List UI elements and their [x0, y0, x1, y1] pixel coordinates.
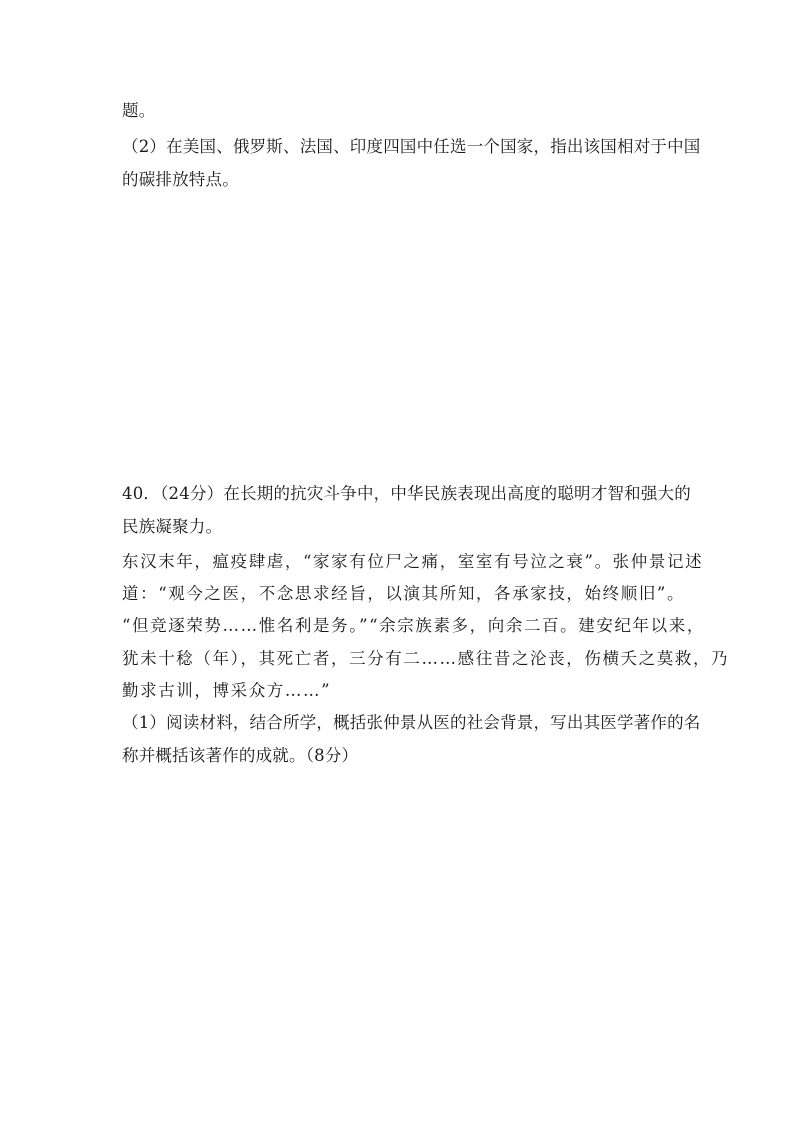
q40-material-line2: 道：“观今之医，不念思求经旨，以演其所知，各承家技，始终顺旧”。	[122, 584, 686, 603]
q39-text-end: 题。	[122, 101, 156, 120]
q40-material-line3: “但竞逐荣势……惟名利是务。”“余宗族素多，向余二百。建安纪年以来，	[122, 616, 705, 635]
q39-sub2-line2: 的碳排放特点。	[122, 170, 239, 189]
q39-sub2-line1: （2）在美国、俄罗斯、法国、印度四国中任选一个国家，指出该国相对于中国	[122, 137, 701, 156]
q40-sub1-line2: 称并概括该著作的成就。（8分）	[122, 746, 359, 765]
q40-sub1-line1: （1）阅读材料，结合所学，概括张仲景从医的社会背景，写出其医学著作的名	[122, 713, 701, 732]
q40-header-line2: 民族凝聚力。	[122, 517, 223, 536]
q40-material-line5: 勤求古训，博采众方……”	[122, 681, 332, 700]
q40-material-line4: 犹未十稔（年），其死亡者，三分有二……感往昔之沦丧，伤横夭之莫救，乃	[122, 649, 730, 668]
q40-material-line1: 东汉末年，瘟疫肆虐，“家家有位尸之痛，室室有号泣之衰”。张仲景记述	[122, 552, 704, 571]
q40-header-line1: 40．（24分）在长期的抗灾斗争中，中华民族表现出高度的聪明才智和强大的	[122, 484, 691, 503]
